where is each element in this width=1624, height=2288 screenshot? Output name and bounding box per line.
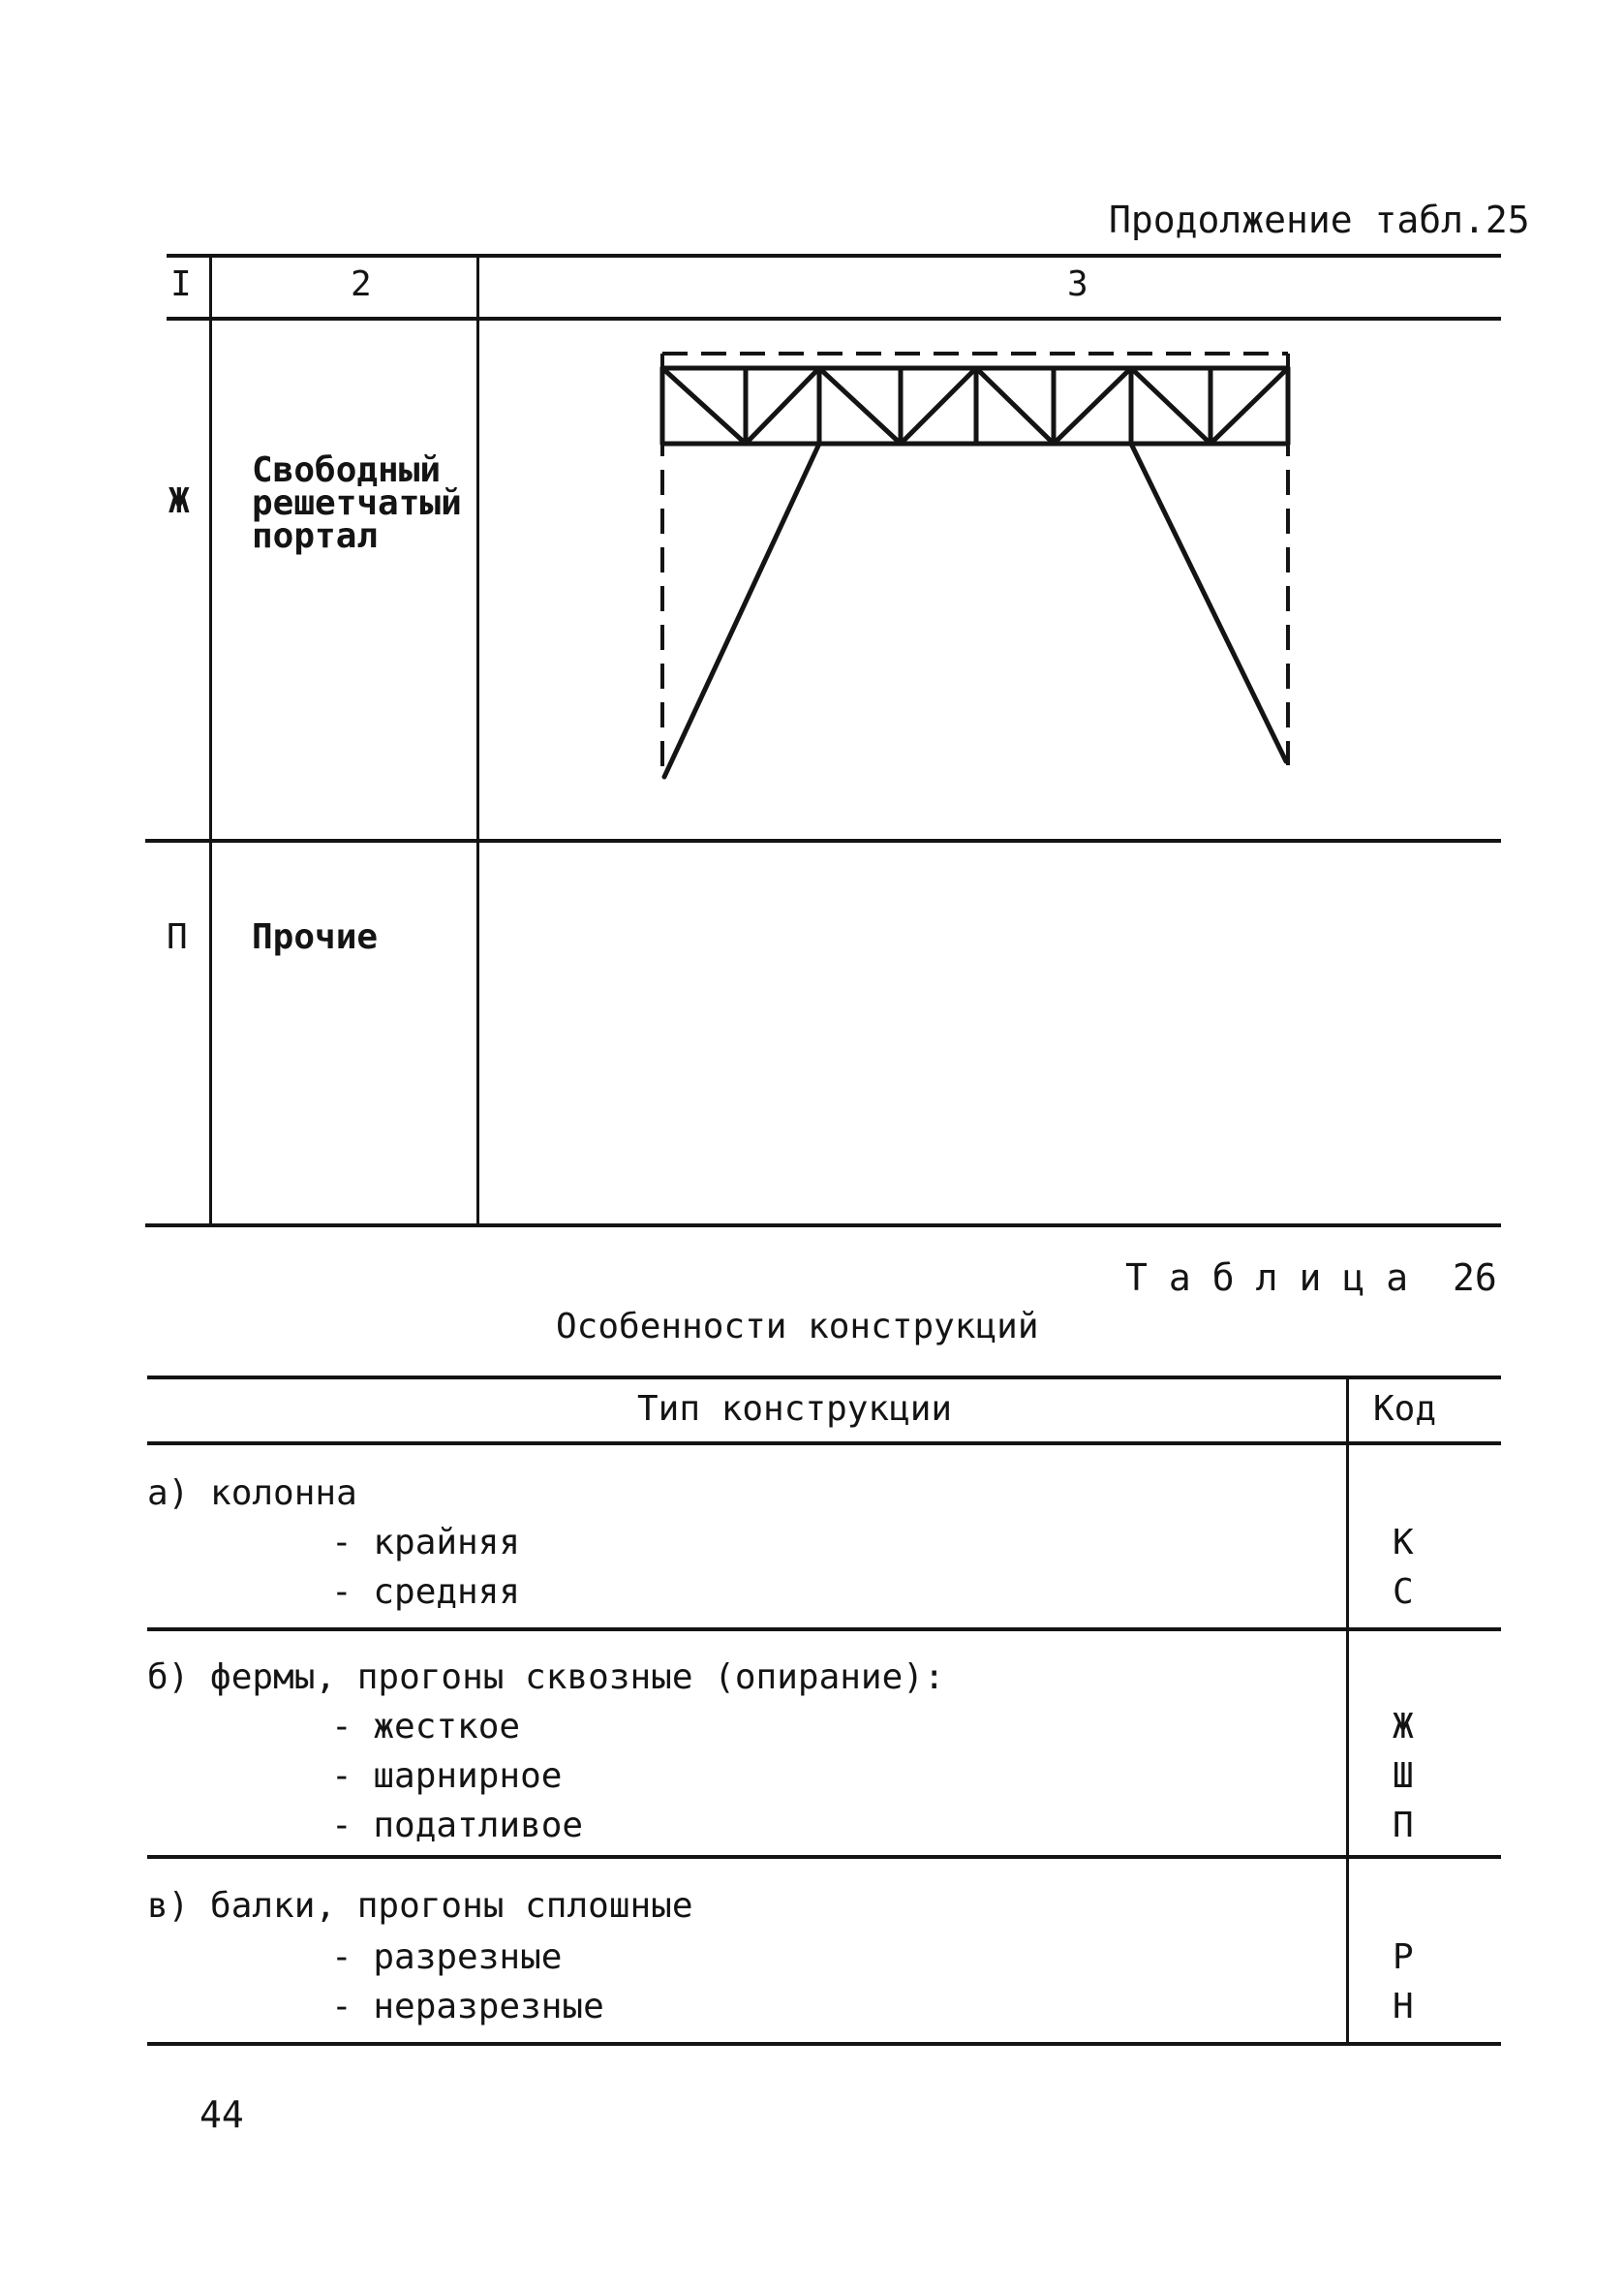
table26-code-col-border [1346,1376,1349,2044]
table25-row1-name-line1: Свободный [252,450,442,490]
table26-group-a-item1: - крайняя [331,1523,521,1562]
table25-header-col2: 2 [351,264,372,304]
table26-group-a-heading: а) колонна [147,1473,357,1513]
table26-header-code: Код [1373,1389,1437,1429]
table26-label: Таблица [1125,1256,1430,1299]
table25-header-col3: 3 [1067,264,1088,304]
table26-group1-rule [147,1627,1501,1631]
table26-group-c-item1: - разрезные [331,1937,563,1977]
table26-group-b-item2: - шарнирное [331,1756,563,1796]
continuation-title: Продолжение табл.25 [1109,199,1530,241]
table26-number: 26 [1453,1256,1497,1299]
table26-group-b-code1: Ж [1393,1707,1414,1747]
table26-group2-rule [147,1855,1501,1859]
table26-header-rule [147,1441,1501,1445]
table26-group-a-item2: - средняя [331,1572,521,1612]
table26-group-c-code1: Р [1393,1937,1414,1977]
table26-group-c-code2: Н [1393,1987,1414,2026]
table26-group-b-heading: б) фермы, прогоны сквозные (опирание): [147,1657,945,1697]
table25-row1-code: Ж [169,481,190,521]
table25-row2-code: П [167,917,188,957]
table26-group-a-code2: С [1393,1572,1414,1612]
table25-row2-name: Прочие [252,917,379,957]
table25-row1-name-line3: портал [252,516,379,556]
table26-group-b-item1: - жесткое [331,1707,521,1747]
table25-header-col1: I [170,264,192,304]
table26-header-type: Тип конструкции [637,1389,953,1429]
table26-group-b-item3: - податливое [331,1806,584,1845]
table26-bottom-rule [147,2042,1501,2046]
table26-top-rule [147,1376,1501,1379]
page-number: 44 [199,2093,244,2136]
table26-group-b-code2: Ш [1393,1756,1414,1796]
table26-group-c-heading: в) балки, прогоны сплошные [147,1886,693,1926]
table26-group-a-code1: К [1393,1523,1414,1562]
table26-group-c-item2: - неразрезные [331,1987,604,2026]
table26-group-b-code3: П [1393,1806,1414,1845]
table25-row1-name-line2: решетчатый [252,483,462,523]
table26-title: Особенности конструкций [556,1307,1039,1346]
